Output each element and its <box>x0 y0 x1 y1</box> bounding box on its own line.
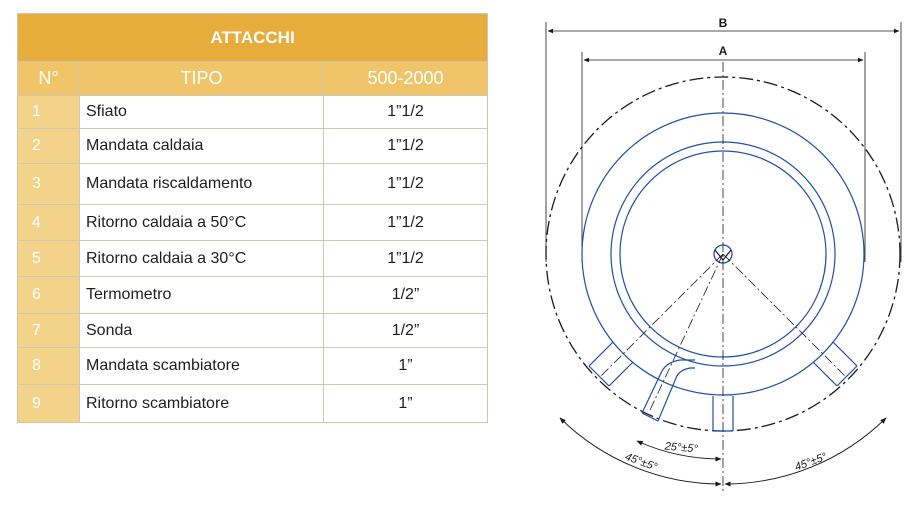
row-size: 1” <box>324 348 488 385</box>
row-size: 1”1/2 <box>324 164 488 205</box>
row-number: 8 <box>18 348 80 385</box>
table-title: ATTACCHI <box>18 14 488 62</box>
row-number: 9 <box>18 385 80 423</box>
row-tipo: Mandata caldaia <box>80 129 324 164</box>
row-size: 1”1/2 <box>324 96 488 129</box>
nozzle-right <box>813 342 857 386</box>
header-tipo: TIPO <box>80 62 324 96</box>
row-number: 4 <box>18 205 80 241</box>
row-number: 6 <box>18 277 80 314</box>
header-size: 500-2000 <box>324 62 488 96</box>
center-lines <box>600 62 846 493</box>
angle-left-label: 45°±5° <box>623 450 659 474</box>
dimension-b-label: B <box>718 16 728 30</box>
row-tipo: Sonda <box>80 314 324 348</box>
row-number: 2 <box>18 129 80 164</box>
row-tipo: Mandata riscaldamento <box>80 164 324 205</box>
row-tipo: Ritorno scambiatore <box>80 385 324 423</box>
row-tipo: Termometro <box>80 277 324 314</box>
dimension-a-label: A <box>718 44 728 58</box>
row-size: 1” <box>324 385 488 423</box>
row-tipo: Mandata scambiatore <box>80 348 324 385</box>
row-number: 1 <box>18 96 80 129</box>
row-tipo: Ritorno caldaia a 30°C <box>80 241 324 277</box>
row-number: 7 <box>18 314 80 348</box>
header-number: N° <box>18 62 80 96</box>
row-tipo: Sfiato <box>80 96 324 129</box>
nozzle-left <box>589 342 633 386</box>
angle-coil-label: 25°±5° <box>664 440 699 456</box>
row-size: 1”1/2 <box>324 241 488 277</box>
angle-right-label: 45°±5° <box>793 450 829 474</box>
row-size: 1”1/2 <box>324 205 488 241</box>
row-number: 5 <box>18 241 80 277</box>
row-size: 1/2” <box>324 277 488 314</box>
row-number: 3 <box>18 164 80 205</box>
row-tipo: Ritorno caldaia a 50°C <box>80 205 324 241</box>
row-size: 1/2” <box>324 314 488 348</box>
row-size: 1”1/2 <box>324 129 488 164</box>
